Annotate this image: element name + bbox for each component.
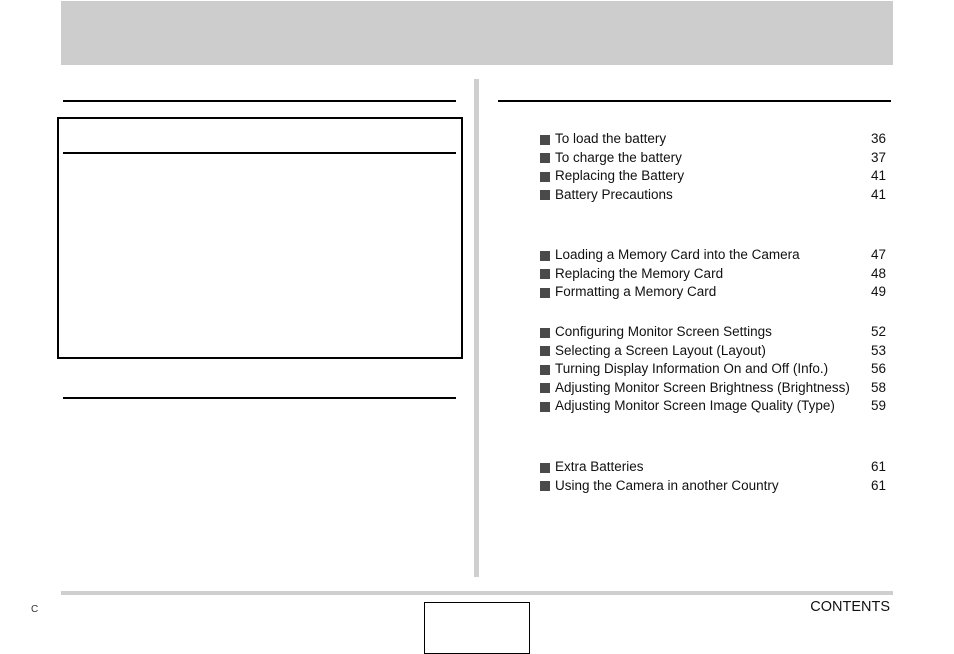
square-bullet-icon <box>540 288 550 298</box>
toc-item-page: 56 <box>870 361 886 376</box>
toc-item[interactable] <box>540 186 886 205</box>
toc-item-page: 49 <box>870 284 886 299</box>
toc-item-page: 37 <box>870 149 886 165</box>
toc-item-label: Battery Precautions <box>555 186 673 202</box>
toc-item-label: Replacing the Memory Card <box>555 265 724 281</box>
square-bullet-icon <box>540 365 550 375</box>
column-divider <box>474 79 479 577</box>
toc-item-page: 58 <box>870 379 886 395</box>
toc-item-page: 41 <box>870 168 886 183</box>
corner-mark: C <box>31 604 39 615</box>
header-band <box>61 1 893 65</box>
toc-item[interactable] <box>540 265 886 284</box>
square-bullet-icon <box>540 383 550 393</box>
square-bullet-icon <box>540 346 550 356</box>
toc-group-other <box>540 458 886 495</box>
toc-item-label: Formatting a Memory Card <box>555 284 717 299</box>
toc-item-page: 52 <box>870 324 886 339</box>
toc-item-label: Replacing the Battery <box>555 168 685 183</box>
toc-item-label: To charge the battery <box>555 149 682 165</box>
toc-item-page: 53 <box>870 342 886 358</box>
toc-item-label: Selecting a Screen Layout (Layout) <box>555 342 766 358</box>
left-section-rule <box>63 100 456 102</box>
toc-item-label: Loading a Memory Card into the Camera <box>555 247 800 262</box>
contents-link[interactable]: CONTENTS <box>810 599 890 615</box>
square-bullet-icon <box>540 328 550 338</box>
toc-item[interactable] <box>540 283 886 302</box>
toc-item[interactable] <box>540 360 886 379</box>
square-bullet-icon <box>540 463 550 473</box>
square-bullet-icon <box>540 190 550 200</box>
toc-item[interactable] <box>540 458 886 477</box>
toc-item-page: 41 <box>870 186 886 202</box>
toc-item-label: Adjusting Monitor Screen Image Quality (Type) <box>555 398 835 413</box>
toc-group-battery <box>540 130 886 204</box>
toc-item[interactable] <box>540 397 886 416</box>
toc-item-label: To load the battery <box>555 131 667 146</box>
toc-item[interactable] <box>540 149 886 168</box>
toc-item-page: 48 <box>870 265 886 281</box>
framed-box-rule <box>63 152 456 154</box>
toc-group-monitor-screen <box>540 323 886 416</box>
page-number-box <box>424 602 530 654</box>
square-bullet-icon <box>540 251 550 261</box>
toc-item-label: Turning Display Information On and Off (Info.) <box>555 361 829 376</box>
toc-item[interactable] <box>540 246 886 265</box>
square-bullet-icon <box>540 481 550 491</box>
toc-item[interactable] <box>540 379 886 398</box>
toc-item[interactable] <box>540 342 886 361</box>
toc-item-label: Configuring Monitor Screen Settings <box>555 324 772 339</box>
toc-item[interactable] <box>540 130 886 149</box>
square-bullet-icon <box>540 402 550 412</box>
toc-item-page: 61 <box>870 459 886 474</box>
toc-item-page: 61 <box>870 477 886 493</box>
toc-item[interactable] <box>540 477 886 496</box>
left-lower-rule <box>63 397 456 399</box>
toc-item-page: 59 <box>870 398 886 413</box>
right-section-rule <box>498 100 891 102</box>
square-bullet-icon <box>540 172 550 182</box>
square-bullet-icon <box>540 135 550 145</box>
toc-group-memory-card <box>540 246 886 302</box>
footer-rule <box>61 591 893 595</box>
square-bullet-icon <box>540 153 550 163</box>
toc-item[interactable] <box>540 167 886 186</box>
square-bullet-icon <box>540 269 550 279</box>
toc-item-page: 47 <box>870 247 886 262</box>
toc-item-label: Adjusting Monitor Screen Brightness (Brightness) <box>555 379 850 395</box>
toc-item-label: Extra Batteries <box>555 459 644 474</box>
toc-item[interactable] <box>540 323 886 342</box>
toc-item-label: Using the Camera in another Country <box>555 477 779 493</box>
toc-item-page: 36 <box>870 131 886 146</box>
